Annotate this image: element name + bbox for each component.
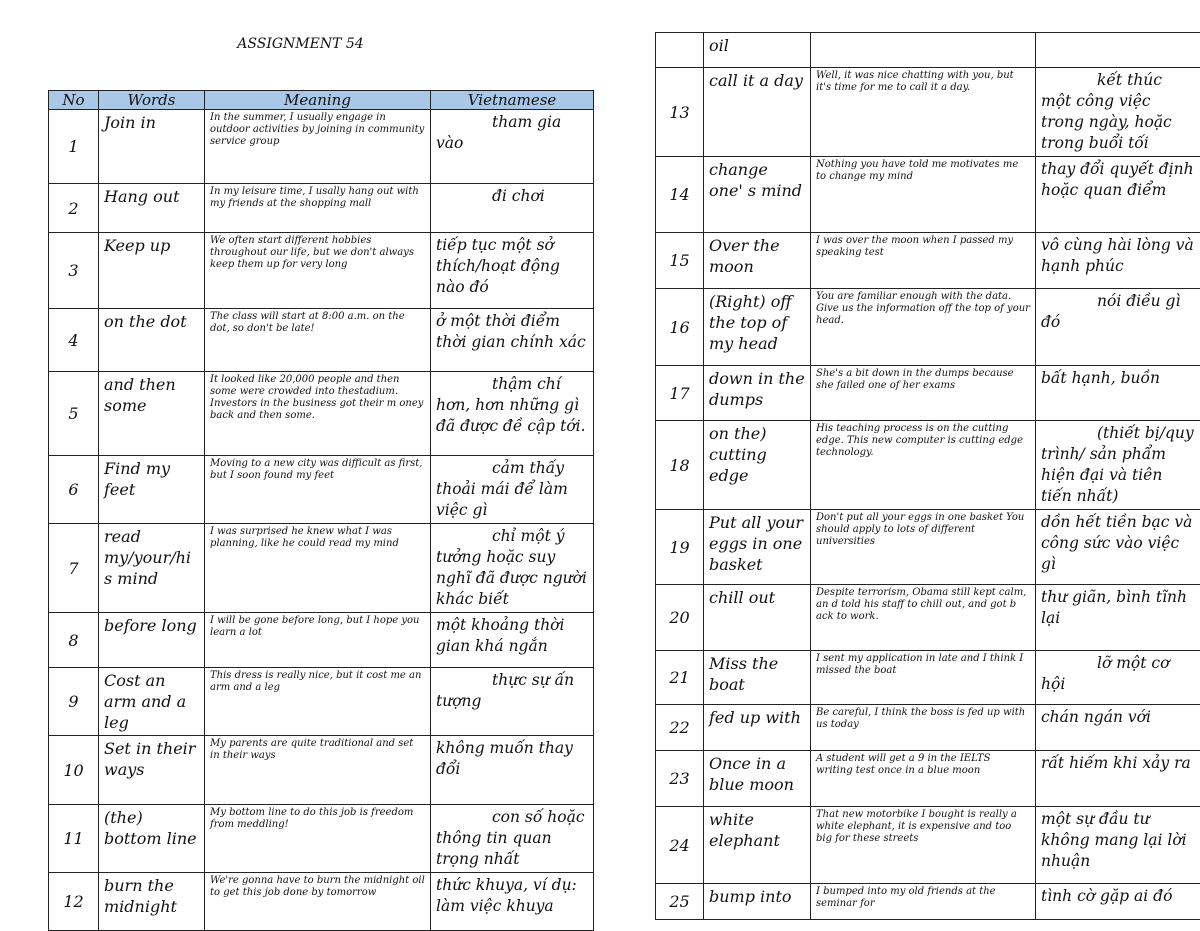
row-word: Cost an arm and a leg [99,668,205,736]
table-row [656,585,1200,651]
row-word: before long [99,613,205,668]
table-header-row [49,91,594,110]
row-word: Set in their ways [99,736,205,805]
row-word: Miss the boat [704,651,811,705]
table-row [656,705,1200,751]
row-vietnamese: cảm thấy thoải mái để làm việc gì [431,456,594,524]
vocabulary-table-right [655,32,1200,920]
row-meaning: Despite terrorism, Obama still kept calm, an d told his staff to chill out, and got b ack to work. [811,585,1036,651]
table-row [49,184,594,233]
row-meaning: We often start different hobbies throughout our life, but we don't always keep them up for very long [205,233,431,309]
row-number: 5 [49,372,99,456]
row-word: bump into [704,884,811,920]
row-vietnamese: đi chơi [431,184,594,233]
header-no: No [49,91,99,110]
table-row [49,524,594,613]
row-word: Keep up [99,233,205,309]
table-row [656,884,1200,920]
row-number: 2 [49,184,99,233]
row-word: and then some [99,372,205,456]
row-vietnamese [1036,33,1200,68]
row-vietnamese: bất hạnh, buồn [1036,366,1200,421]
right-table-body [656,33,1200,920]
row-word: burn the midnight [99,873,205,931]
row-number: 6 [49,456,99,524]
row-vietnamese: nói điều gì đó [1036,289,1200,366]
row-meaning: That new motorbike I bought is really a white elephant, it is expensive and too big for these streets [811,807,1036,884]
table-row [656,807,1200,884]
row-number: 10 [49,736,99,805]
row-meaning: Be careful, I think the boss is fed up with us today [811,705,1036,751]
row-vietnamese: (thiết bị/quy trình/ sản phẩm hiện đại và tiên tiến nhất) [1036,421,1200,510]
row-vietnamese: kết thúc một công việc trong ngày, hoặc trong buổi tối [1036,68,1200,157]
table-row [49,372,594,456]
row-vietnamese: vô cùng hài lòng và hạnh phúc [1036,233,1200,289]
row-word: oil [704,33,811,68]
row-number: 13 [656,68,704,157]
row-meaning: This dress is really nice, but it cost me an arm and a leg [205,668,431,736]
row-vietnamese: ở một thời điểm thời gian chính xác [431,309,594,372]
row-word: Join in [99,110,205,184]
row-word: read my/your/hi s mind [99,524,205,613]
row-number: 9 [49,668,99,736]
row-vietnamese: tình cờ gặp ai đó [1036,884,1200,920]
header-meaning: Meaning [205,91,431,110]
table-row [49,456,594,524]
row-vietnamese: thư giãn, bình tĩnh lại [1036,585,1200,651]
row-word: chill out [704,585,811,651]
row-vietnamese: dồn hết tiền bạc và công sức vào việc gì [1036,510,1200,585]
row-number: 20 [656,585,704,651]
table-row [656,233,1200,289]
row-meaning: Nothing you have told me motivates me to change my mind [811,157,1036,233]
row-vietnamese: tiếp tục một sở thích/hoạt động nào đó [431,233,594,309]
row-number: 19 [656,510,704,585]
row-number [656,33,704,68]
row-vietnamese: chán ngán với [1036,705,1200,751]
row-number: 11 [49,805,99,873]
row-meaning: I sent my application in late and I think I missed the boat [811,651,1036,705]
row-meaning: In the summer, I usually engage in outdoor activities by joining in community service group [205,110,431,184]
table-row [656,751,1200,807]
row-word: Put all your eggs in one basket [704,510,811,585]
row-meaning: She's a bit down in the dumps because she failed one of her exams [811,366,1036,421]
row-number: 16 [656,289,704,366]
row-vietnamese: tham gia vào [431,110,594,184]
row-vietnamese: lỡ một cơ hội [1036,651,1200,705]
row-word: on the dot [99,309,205,372]
row-meaning: His teaching process is on the cutting edge. This new computer is cutting edge technology. [811,421,1036,510]
row-word: Once in a blue moon [704,751,811,807]
row-number: 14 [656,157,704,233]
page-title: ASSIGNMENT 54 [48,36,593,52]
row-vietnamese: thực sự ấn tượng [431,668,594,736]
row-meaning: Don't put all your eggs in one basket You should apply to lots of different universities [811,510,1036,585]
table-row [656,33,1200,68]
header-words: Words [99,91,205,110]
row-meaning: We're gonna have to burn the midnight oil to get this job done by tomorrow [205,873,431,931]
row-word: on the) cutting edge [704,421,811,510]
header-vietnamese: Vietnamese [431,91,594,110]
table-row [656,157,1200,233]
row-word: down in the dumps [704,366,811,421]
row-word: white elephant [704,807,811,884]
row-number: 8 [49,613,99,668]
row-meaning: I was over the moon when I passed my speaking test [811,233,1036,289]
table-row [49,668,594,736]
table-row [656,366,1200,421]
row-word: Hang out [99,184,205,233]
row-word: fed up with [704,705,811,751]
row-vietnamese: thay đổi quyết định hoặc quan điểm [1036,157,1200,233]
row-vietnamese: thức khuya, ví dụ: làm việc khuya [431,873,594,931]
row-vietnamese: một sự đầu tư không mang lại lời nhuận [1036,807,1200,884]
table-row [49,309,594,372]
row-word: (the) bottom line [99,805,205,873]
row-number: 15 [656,233,704,289]
row-number: 12 [49,873,99,931]
row-number: 4 [49,309,99,372]
table-row [49,110,594,184]
row-number: 3 [49,233,99,309]
row-vietnamese: con số hoặc thông tin quan trọng nhất [431,805,594,873]
row-number: 1 [49,110,99,184]
row-meaning: I was surprised he knew what I was planning, like he could read my mind [205,524,431,613]
row-meaning: It looked like 20,000 people and then some were crowded into thestadium. Investors in the business got their m oney back and then some. [205,372,431,456]
row-meaning: You are familiar enough with the data. Give us the information off the top of your head. [811,289,1036,366]
left-table-body [49,110,594,931]
table-row [49,613,594,668]
row-word: call it a day [704,68,811,157]
row-vietnamese: một khoảng thời gian khá ngắn [431,613,594,668]
row-number: 7 [49,524,99,613]
table-row [49,805,594,873]
vocabulary-table-left [48,90,594,931]
table-row [656,421,1200,510]
row-meaning: In my leisure time, I usally hang out with my friends at the shopping mall [205,184,431,233]
row-number: 18 [656,421,704,510]
table-row [49,736,594,805]
table-row [49,873,594,931]
row-vietnamese: thậm chí hơn, hơn những gì đã được đề cập tới. [431,372,594,456]
row-number: 17 [656,366,704,421]
table-row [49,233,594,309]
row-number: 22 [656,705,704,751]
row-vietnamese: rất hiếm khi xảy ra [1036,751,1200,807]
row-word: change one' s mind [704,157,811,233]
row-meaning: My parents are quite traditional and set in their ways [205,736,431,805]
row-meaning: I bumped into my old friends at the seminar for [811,884,1036,920]
row-word: (Right) off the top of my head [704,289,811,366]
row-word: Find my feet [99,456,205,524]
right-page [655,32,1200,920]
row-meaning: Well, it was nice chatting with you, but it's time for me to call it a day. [811,68,1036,157]
row-meaning: I will be gone before long, but I hope you learn a lot [205,613,431,668]
row-number: 24 [656,807,704,884]
table-row [656,510,1200,585]
row-meaning: My bottom line to do this job is freedom from meddling! [205,805,431,873]
table-row [656,651,1200,705]
row-meaning [811,33,1036,68]
table-row [656,289,1200,366]
row-number: 25 [656,884,704,920]
row-number: 23 [656,751,704,807]
left-page [48,30,593,931]
row-vietnamese: không muốn thay đổi [431,736,594,805]
row-word: Over the moon [704,233,811,289]
row-vietnamese: chỉ một ý tưởng hoặc suy nghĩ đã được người khác biết [431,524,594,613]
row-meaning: The class will start at 8:00 a.m. on the dot, so don't be late! [205,309,431,372]
row-number: 21 [656,651,704,705]
table-row [656,68,1200,157]
row-meaning: Moving to a new city was difficult as first, but I soon found my feet [205,456,431,524]
row-meaning: A student will get a 9 in the IELTS writing test once in a blue moon [811,751,1036,807]
